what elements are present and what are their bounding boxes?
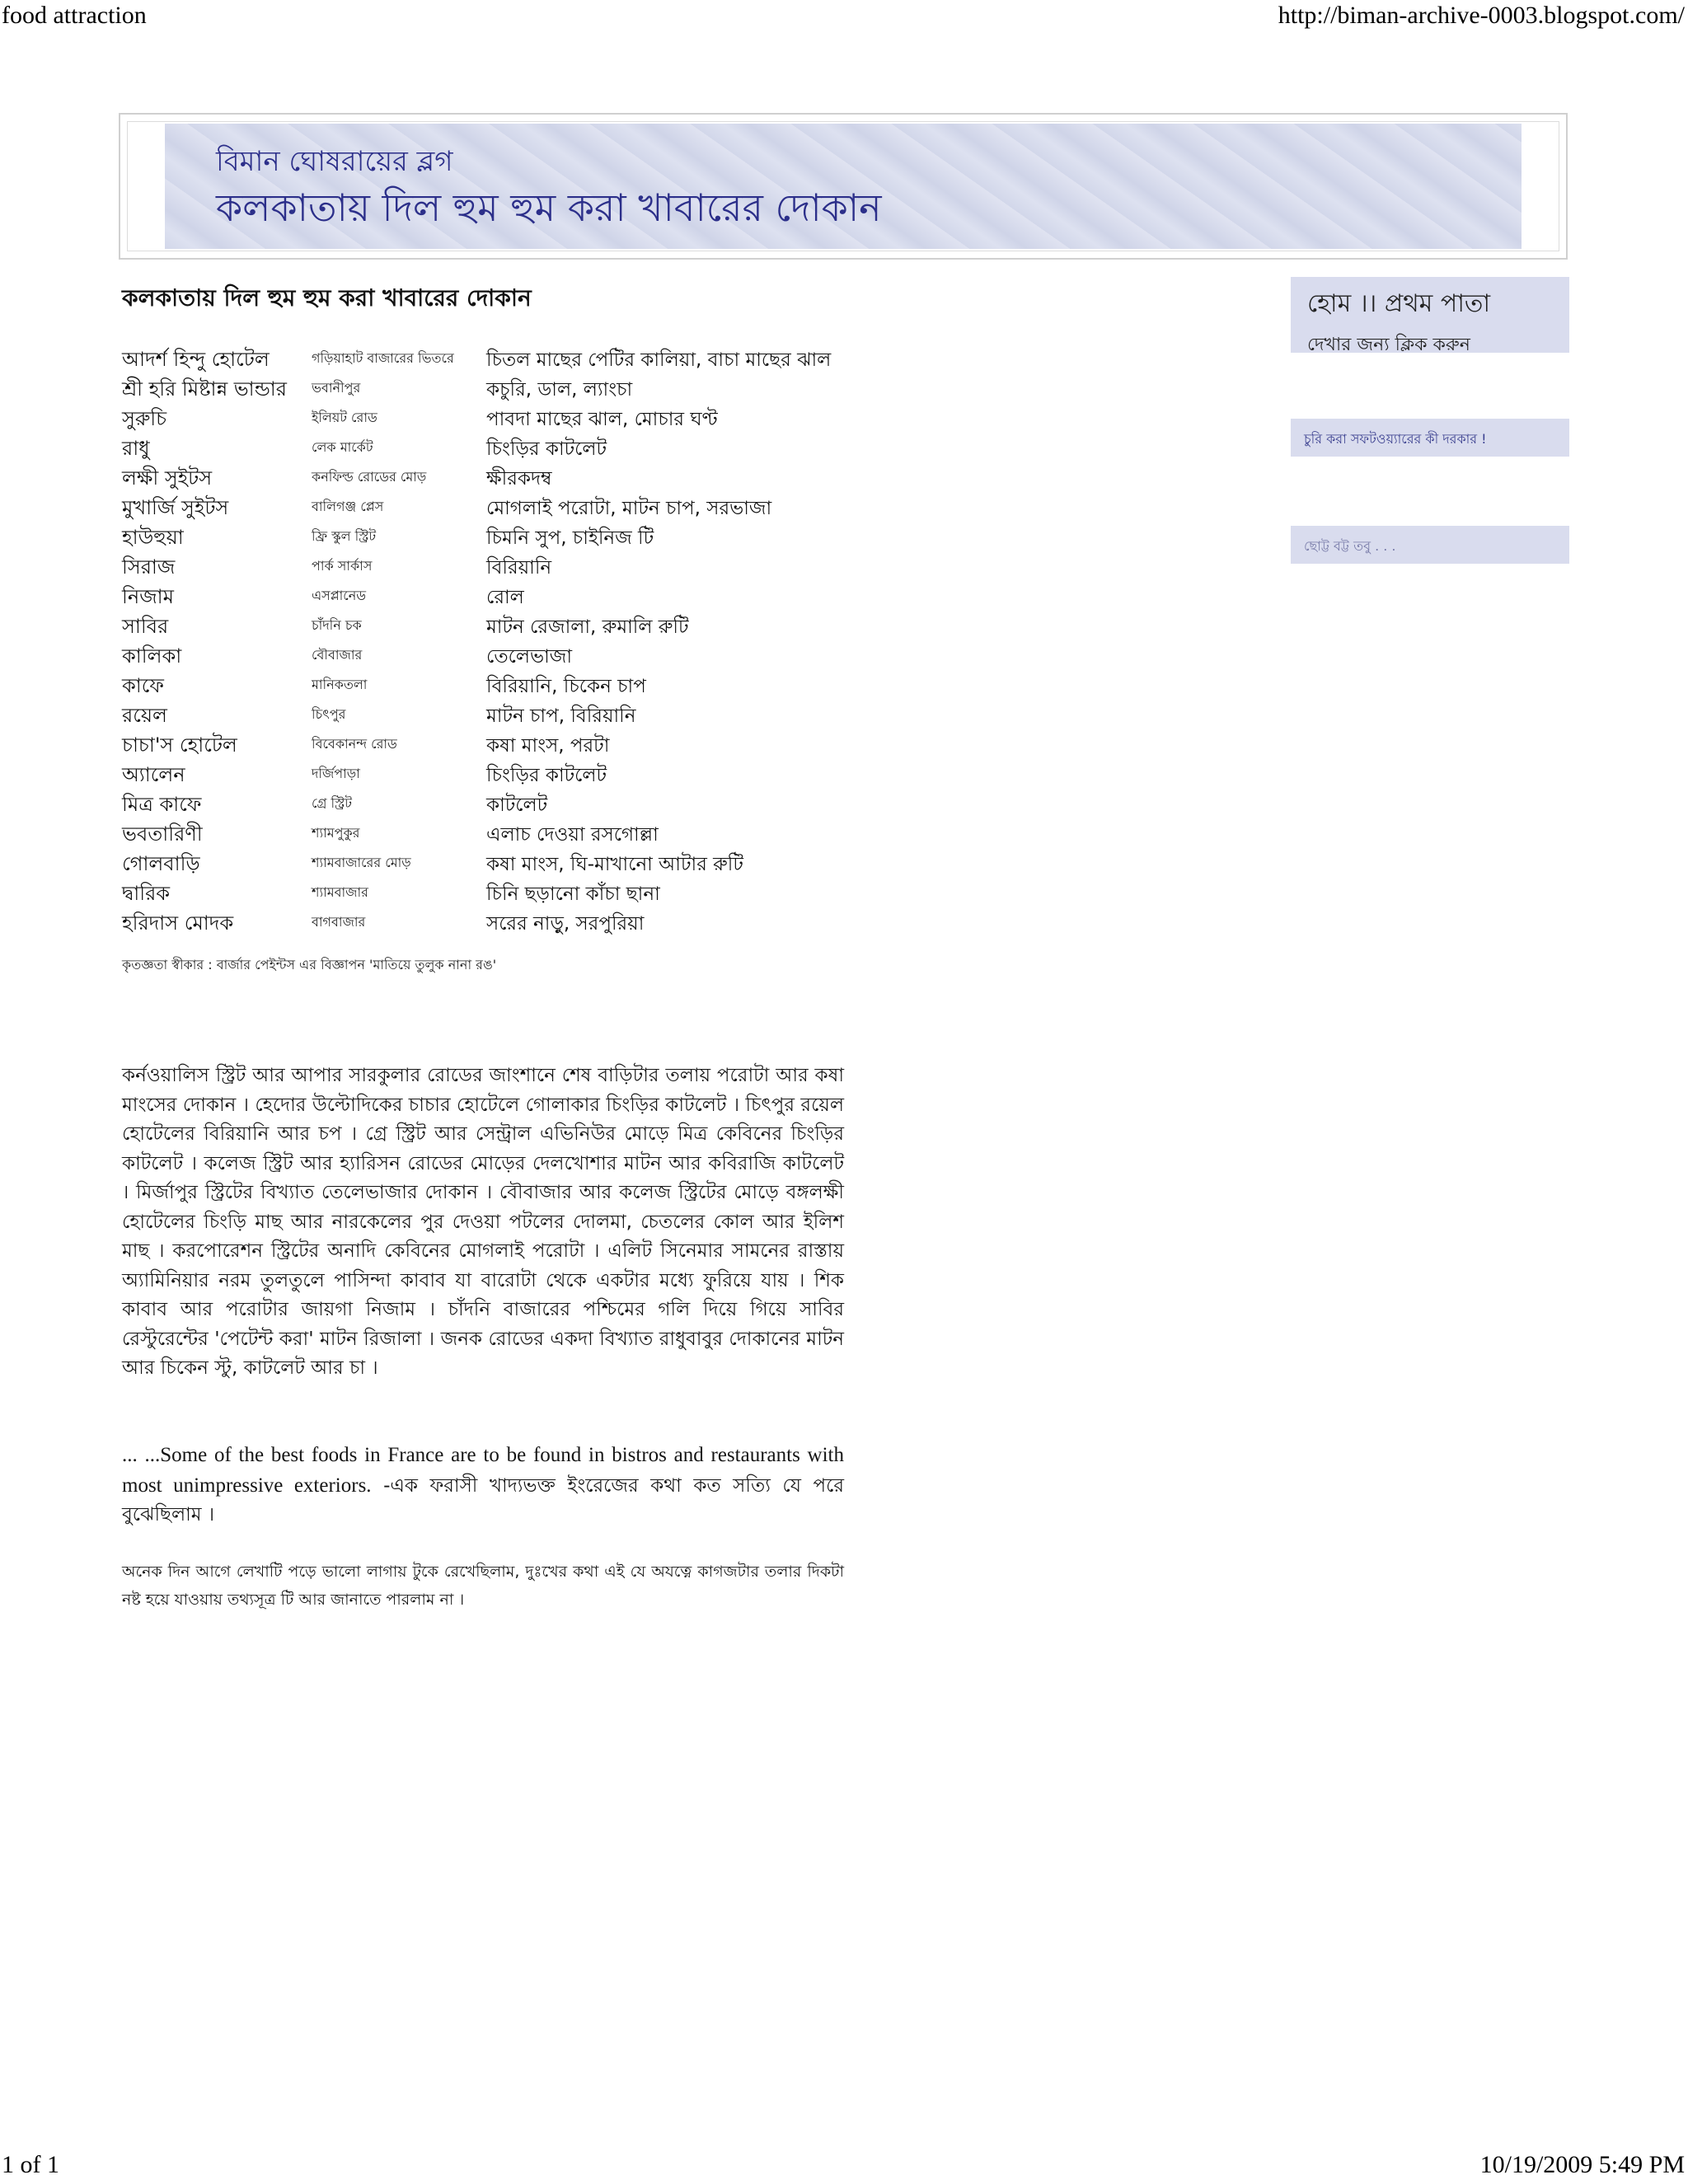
shop-name: রয়েল bbox=[122, 704, 167, 727]
list-item bbox=[122, 463, 864, 493]
paragraph-quote bbox=[122, 1441, 844, 1530]
shop-area: গড়িয়াহাট বাজারের ভিতরে bbox=[312, 350, 454, 366]
print-datetime: 10/19/2009 5:49 PM bbox=[1479, 2151, 1685, 2178]
shop-area: চাঁদনি চক bbox=[312, 617, 362, 633]
print-page-count: 1 of 1 bbox=[2, 2151, 59, 2178]
shop-name: শ্রী হরি মিষ্টান্ন ভান্ডার bbox=[122, 377, 287, 401]
quote-bengali: -এক ফরাসী খাদ্যভক্ত ইংরেজের কথা কত সত্যি যে পরে বুঝেছিলাম । bbox=[122, 1474, 844, 1526]
list-item bbox=[122, 582, 864, 612]
list-item bbox=[122, 612, 864, 641]
shop-food: রোল bbox=[486, 587, 524, 608]
shop-food: চিংড়ির কাটলেট bbox=[486, 438, 607, 460]
shop-name: সুরুচি bbox=[122, 407, 167, 430]
list-item bbox=[122, 344, 864, 374]
shop-food: চিনি ছড়ানো কাঁচা ছানা bbox=[486, 883, 660, 905]
list-item bbox=[122, 434, 864, 463]
shop-food: চিতল মাছের পেটির কালিয়া, বাচা মাছের ঝাল bbox=[486, 349, 832, 371]
shop-area: বাগবাজার bbox=[312, 914, 366, 930]
shop-area: বিবেকানন্দ রোড bbox=[312, 736, 397, 752]
shop-food: কষা মাংস, পরটা bbox=[486, 735, 610, 757]
blog-name: বিমান ঘোষরায়ের ব্লগ bbox=[216, 145, 453, 178]
shop-food: পাবদা মাছের ঝাল, মোচার ঘণ্ট bbox=[486, 409, 718, 430]
paragraph-shops-description: কর্নওয়ালিস স্ট্রিট আর আপার সারকুলার রোডের জাংশানে শেষ বাড়িটার তলায় পরোটা আর কষা মাংসের দোকান । হেদোর উল্টোদিকের চাচার হোটেলে গোলাকার চিংড়ির কাটলেট । চিৎপুর রয়েল হোটেলের বিরিয়ানি আর চপ । গ্রে স্ট্রিট আর সেন্ট্রাল এভিনিউর মোড়ে মিত্র কেবিনের চিংড়ির কাটলেট । কলেজ স্ট্রিট আর হ্যারিসন রোডের মোড়ের দেলখোশার মাটন আর কবিরাজি কাটলেট । মির্জাপুর স্ট্রিটের বিখ্যাত তেলেভাজার দোকান । বৌবাজার আর কলেজ স্ট্রিটের মোড়ে বঙ্গলক্ষী হোটেলের চিংড়ি মাছ আর নারকেলের পুর দেওয়া পটলের দোলমা, চেতলের কোল আর ইলিশ মাছ । করপোরেশন স্ট্রিটের অনাদি কেবিনের মোগলাই পরোটা । এলিট সিনেমার সামনের রাস্তায় অ্যামিনিয়ার নরম তুলতুলে পাসিন্দা কাবাব যা বারোটা থেকে একটার মধ্যে ফুরিয়ে যায় । শিক কাবাব আর পরোটার জায়গা নিজাম । চাঁদনি বাজারের পশ্চিমের গলি দিয়ে গিয়ে সাবির রেস্টুরেন্টের 'পেটেন্ট করা' মাটন রিজালা । জনক রোডের একদা বিখ্যাত রাধুবাবুর দোকানের মাটন আর চিকেন স্টু, কাটলেট আর চা । bbox=[122, 1065, 844, 1379]
list-item bbox=[122, 849, 864, 879]
home-link-title: হোম ।। প্রথম পাতা bbox=[1307, 289, 1491, 318]
home-link-subtitle: দেখার জন্য ক্লিক করুন bbox=[1307, 335, 1470, 355]
shop-name: মিত্র কাফে bbox=[122, 793, 202, 816]
sidebar-link-software[interactable]: চুরি করা সফটওয়্যারের কী দরকার ! bbox=[1291, 419, 1569, 457]
shop-list bbox=[122, 344, 864, 938]
shop-food: ক্ষীরকদম্ব bbox=[486, 468, 552, 490]
shop-area: এসপ্লানেড bbox=[312, 588, 367, 603]
shop-name: অ্যালেন bbox=[122, 763, 185, 786]
list-item bbox=[122, 404, 864, 434]
shop-area: বালিগঞ্জ প্লেস bbox=[312, 499, 384, 514]
shop-food: এলাচ দেওয়া রসগোল্লা bbox=[486, 824, 659, 846]
shop-name: লক্ষী সুইটস bbox=[122, 466, 213, 490]
shop-name: সিরাজ bbox=[122, 555, 176, 579]
shop-area: কনফিল্ড রোডের মোড় bbox=[312, 469, 427, 485]
list-item bbox=[122, 790, 864, 819]
quote-english: ... ...Some of the best foods in France are to be found in bistros and restaurants with most unimpressive exteriors. bbox=[122, 1444, 844, 1497]
shop-area: চিৎপুর bbox=[312, 706, 346, 722]
shop-area: মানিকতলা bbox=[312, 677, 368, 692]
shop-name: নিজাম bbox=[122, 585, 174, 608]
shop-name: গোলবাড়ি bbox=[122, 852, 200, 875]
shop-food: মাটন চাপ, বিরিয়ানি bbox=[486, 705, 636, 727]
shop-food: বিরিয়ানি bbox=[486, 557, 552, 579]
shop-food: মাটন রেজালা, রুমালি রুটি bbox=[486, 616, 689, 638]
page-title: কলকাতায় দিল হুম হুম করা খাবারের দোকান bbox=[122, 284, 532, 312]
list-item bbox=[122, 374, 864, 404]
shop-area: গ্রে স্ট্রিট bbox=[312, 795, 352, 811]
shop-area: ইলিয়ট রোড bbox=[312, 410, 377, 425]
print-header bbox=[0, 2, 1688, 35]
paragraph-source-note: অনেক দিন আগে লেখাটি পড়ে ভালো লাগায় টুকে রেখেছিলাম, দুঃখের কথা এই যে অযত্নে কাগজটার তলার দিকটা নষ্ট হয়ে যাওয়ায় তথ্যসূত্র টি আর জানাতে পারলাম না । bbox=[122, 1563, 844, 1609]
shop-food: সরের নাড়ু, সরপুরিয়া bbox=[486, 913, 645, 935]
shop-name: চাচা'স হোটেল bbox=[122, 733, 237, 757]
sidebar-link-small[interactable]: ছোট্ট বট্ট তবু . . . bbox=[1291, 526, 1569, 564]
shop-area: শ্যামপুকুর bbox=[312, 825, 360, 841]
sidebar-home-link[interactable] bbox=[1291, 277, 1569, 353]
shop-area: শ্যামবাজার bbox=[312, 884, 368, 900]
shop-food: কষা মাংস, ঘি-মাখানো আটার রুটি bbox=[486, 854, 743, 875]
list-item bbox=[122, 552, 864, 582]
print-page-url: http://biman-archive-0003.blogspot.com/ bbox=[1278, 2, 1685, 29]
shop-area: ভবানীপুর bbox=[312, 380, 361, 396]
shop-food: মোগলাই পরোটা, মাটন চাপ, সরভাজা bbox=[486, 498, 772, 519]
shop-name: আদর্শ হিন্দু হোটেল bbox=[122, 348, 270, 371]
blog-banner[interactable] bbox=[165, 124, 1522, 249]
shop-food: কচুরি, ডাল, ল্যাংচা bbox=[486, 379, 633, 401]
shop-name: রাধু bbox=[122, 437, 150, 460]
shop-name: ভবতারিণী bbox=[122, 823, 203, 846]
list-item bbox=[122, 730, 864, 760]
shop-area: বৌবাজার bbox=[312, 647, 363, 663]
list-item bbox=[122, 819, 864, 849]
list-item bbox=[122, 701, 864, 730]
shop-name: মুখার্জি সুইটস bbox=[122, 496, 229, 519]
list-item bbox=[122, 760, 864, 790]
credit-note: কৃতজ্ঞতা স্বীকার : বার্জার পেইন্টস এর বিজ্ঞাপন 'মাতিয়ে তুলুক নানা রঙ' bbox=[122, 957, 497, 972]
shop-name: কাফে bbox=[122, 674, 164, 697]
list-item bbox=[122, 908, 864, 938]
list-item bbox=[122, 523, 864, 552]
shop-area: শ্যামবাজারের মোড় bbox=[312, 855, 411, 870]
shop-area: লেক মার্কেট bbox=[312, 439, 373, 455]
shop-food: চিমনি সুপ, চাইনিজ টি bbox=[486, 527, 654, 549]
shop-food: চিংড়ির কাটলেট bbox=[486, 765, 607, 786]
shop-name: হাউহুয়া bbox=[122, 526, 184, 549]
shop-area: ফ্রি স্কুল স্ট্রিট bbox=[312, 528, 377, 544]
banner-heading: কলকাতায় দিল হুম হুম করা খাবারের দোকান bbox=[216, 185, 882, 230]
shop-name: সাবির bbox=[122, 615, 169, 638]
shop-food: কাটলেট bbox=[486, 794, 548, 816]
shop-area: পার্ক সার্কাস bbox=[312, 558, 373, 574]
list-item bbox=[122, 641, 864, 671]
shop-area: দর্জিপাড়া bbox=[312, 766, 360, 781]
shop-name: কালিকা bbox=[122, 644, 182, 668]
print-page-title: food attraction bbox=[2, 2, 147, 29]
shop-name: দ্বারিক bbox=[122, 882, 171, 905]
shop-food: বিরিয়ানি, চিকেন চাপ bbox=[486, 676, 646, 697]
list-item bbox=[122, 671, 864, 701]
list-item bbox=[122, 879, 864, 908]
shop-name: হরিদাস মোদক bbox=[122, 912, 234, 935]
list-item bbox=[122, 493, 864, 523]
shop-food: তেলেভাজা bbox=[486, 646, 573, 668]
print-footer bbox=[0, 2151, 1688, 2184]
